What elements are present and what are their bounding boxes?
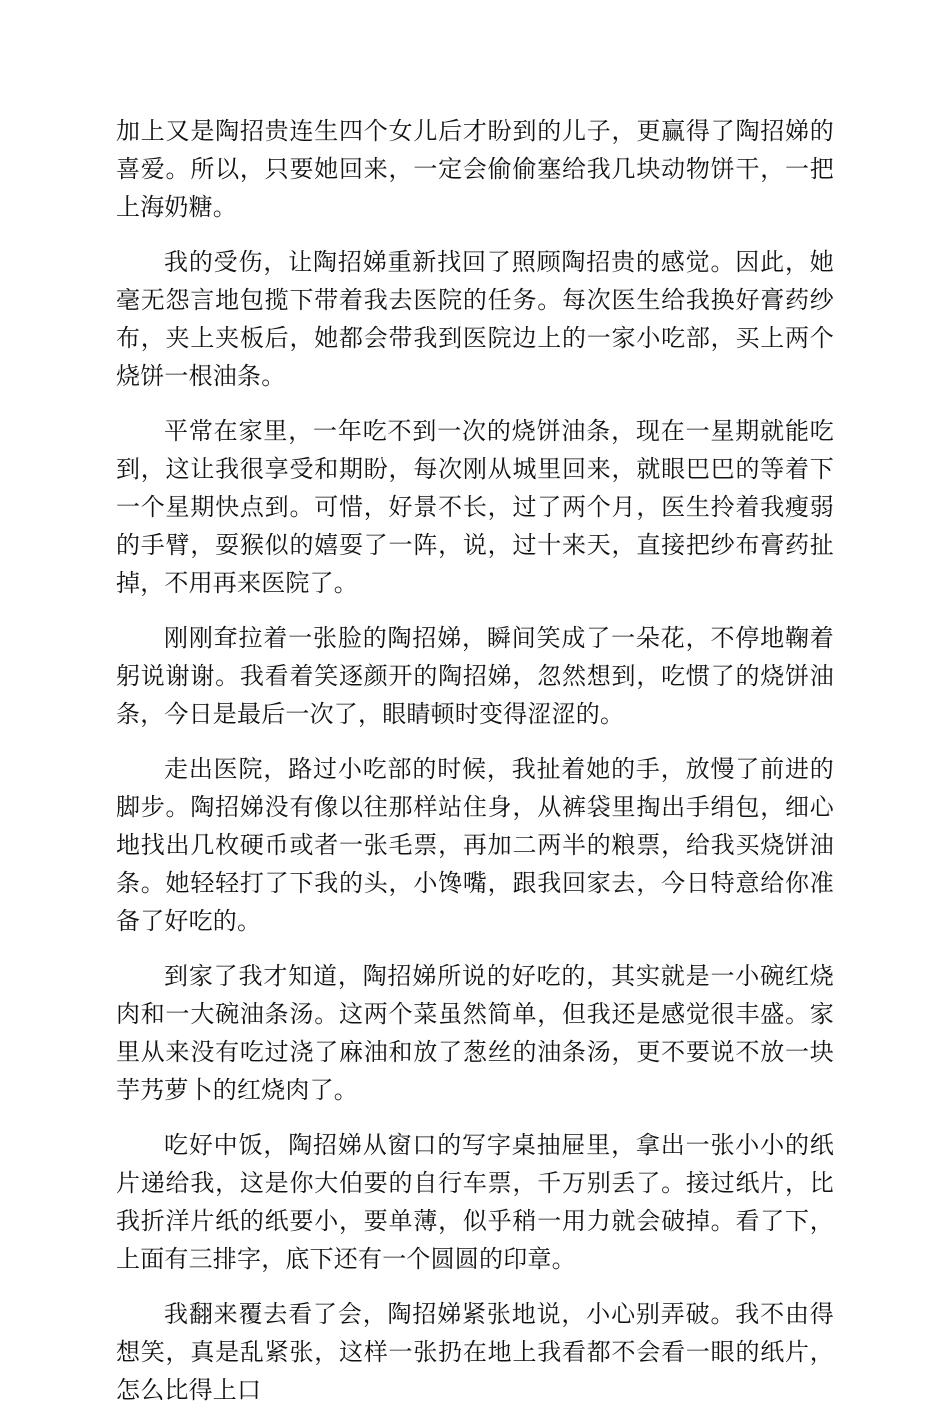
paragraph-4: 刚刚耷拉着一张脸的陶招娣，瞬间笑成了一朵花，不停地鞠着躬说谢谢。我看着笑逐颜开的陶招娣，忽然想到，吃惯了的烧饼油条，今日是最后一次了，眼睛顿时变得涩涩的。 xyxy=(116,624,834,728)
paragraph-2: 我的受伤，让陶招娣重新找回了照顾陶招贵的感觉。因此，她毫无怨言地包揽下带着我去医院的任务。每次医生给我换好膏药纱布，夹上夹板后，她都会带我到医院边上的一家小吃部，买上两个烧饼一根油条。 xyxy=(116,248,834,390)
paragraph-8: 我翻来覆去看了会，陶招娣紧张地说，小心别弄破。我不由得想笑，真是乱紧张，这样一张扔在地上我看都不会看一眼的纸片，怎么比得上口 xyxy=(116,1300,834,1404)
paragraph-7: 吃好中饭，陶招娣从窗口的写字桌抽屉里，拿出一张小小的纸片递给我，这是你大伯要的自行车票，千万别丢了。接过纸片，比我折洋片纸的纸要小，要单薄，似乎稍一用力就会破掉。看了下，上面有三排字，底下还有一个圆圆的印章。 xyxy=(116,1131,834,1273)
paragraph-5: 走出医院，路过小吃部的时候，我扯着她的手，放慢了前进的脚步。陶招娣没有像以往那样站住身，从裤袋里掏出手绢包，细心地找出几枚硬币或者一张毛票，再加二两半的粮票，给我买烧饼油条。她轻轻打了下我的头，小馋嘴，跟我回家去，今日特意给你准备了好吃的。 xyxy=(116,755,834,935)
paragraph-6: 到家了我才知道，陶招娣所说的好吃的，其实就是一小碗红烧肉和一大碗油条汤。这两个菜虽然简单，但我还是感觉很丰盛。家里从来没有吃过浇了麻油和放了葱丝的油条汤，更不要说不放一块芋艿萝卜的红烧肉了。 xyxy=(116,962,834,1104)
paragraph-3: 平常在家里，一年吃不到一次的烧饼油条，现在一星期就能吃到，这让我很享受和期盼，每次刚从城里回来，就眼巴巴的等着下一个星期快点到。可惜，好景不长，过了两个月，医生拎着我瘦弱的手臂，耍猴似的嬉耍了一阵，说，过十来天，直接把纱布膏药扯掉，不用再来医院了。 xyxy=(116,417,834,597)
document-body xyxy=(116,112,834,1426)
paragraph-1: 加上又是陶招贵连生四个女儿后才盼到的儿子，更赢得了陶招娣的喜爱。所以，只要她回来，一定会偷偷塞给我几块动物饼干，一把上海奶糖。 xyxy=(116,117,834,221)
